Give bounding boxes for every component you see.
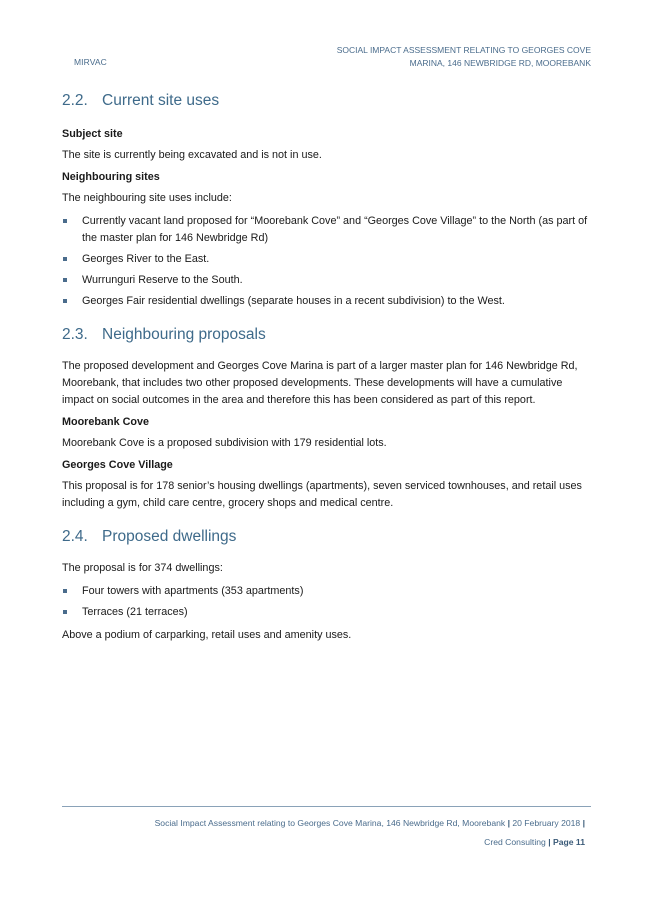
footer-divider [62, 806, 591, 807]
footer-separator: | [582, 818, 585, 828]
section-title: Proposed dwellings [102, 528, 237, 545]
list-item: Georges Fair residential dwellings (separate houses in a recent subdivision) to the West. [62, 293, 592, 310]
footer-line2 [105, 833, 585, 852]
footer [105, 814, 585, 852]
header-company: MIRVAC [74, 57, 107, 67]
footer-date: 20 February 2018 [512, 818, 581, 828]
paragraph: Moorebank Cove is a proposed subdivision with 179 residential lots. [62, 437, 387, 449]
section-title: Current site uses [102, 92, 220, 109]
paragraph: The proposal is for 374 dwellings: [62, 562, 223, 574]
bullet-square-icon [63, 589, 67, 593]
bullet-list [62, 583, 592, 621]
section-heading-2-2 [62, 92, 592, 110]
subheading-neighbouring-sites: Neighbouring sites [62, 171, 160, 183]
paragraph: The proposed development and Georges Cove Marina is part of a larger master plan for 146 Newbridge Rd, Moorebank, that includes two other proposed developments. These developments will have a cumulative impact on social outcomes in the area and therefore this has been considered as part of this report. [62, 360, 578, 406]
paragraph: This proposal is for 178 senior’s housing dwellings (apartments), seven serviced townhouses, and retail uses including a gym, child care centre, grocery shops and medical centre. [62, 480, 582, 509]
bullet-square-icon [63, 219, 67, 223]
header-title-line2: MARINA, 146 NEWBRIDGE RD, MOOREBANK [409, 58, 591, 68]
section-number: 2.2. [62, 92, 88, 109]
subheading-georges-cove-village: Georges Cove Village [62, 459, 173, 471]
section-heading-2-4 [62, 528, 592, 546]
footer-report-title: Social Impact Assessment relating to Georges Cove Marina, 146 Newbridge Rd, Moorebank [154, 818, 506, 828]
subheading-subject-site: Subject site [62, 128, 123, 140]
paragraph: The neighbouring site uses include: [62, 192, 232, 204]
section-heading-2-3 [62, 326, 592, 344]
list-item: Currently vacant land proposed for “Moorebank Cove” and “Georges Cove Village” to the North (as part of the master plan for 146 Newbridge Rd) [62, 213, 592, 247]
section-number: 2.3. [62, 326, 88, 343]
bullet-list [62, 213, 592, 310]
list-item: Georges River to the East. [62, 251, 592, 268]
paragraph: The site is currently being excavated and is not in use. [62, 149, 322, 161]
page-number: Page 11 [552, 837, 585, 847]
list-item: Four towers with apartments (353 apartments) [62, 583, 592, 600]
header-title [271, 44, 591, 70]
footer-separator: | [548, 837, 551, 847]
footer-separator: | [507, 818, 510, 828]
list-item: Wurrunguri Reserve to the South. [62, 272, 592, 289]
footer-line1 [105, 814, 585, 833]
bullet-square-icon [63, 299, 67, 303]
bullet-square-icon [63, 257, 67, 261]
paragraph: Above a podium of carparking, retail uses and amenity uses. [62, 629, 352, 641]
header-title-line1: SOCIAL IMPACT ASSESSMENT RELATING TO GEORGES COVE [336, 45, 591, 55]
section-title: Neighbouring proposals [102, 326, 266, 343]
footer-organisation: Cred Consulting [484, 837, 546, 847]
section-number: 2.4. [62, 528, 88, 545]
list-item: Terraces (21 terraces) [62, 604, 592, 621]
page-content [62, 90, 592, 644]
bullet-square-icon [63, 610, 67, 614]
bullet-square-icon [63, 278, 67, 282]
subheading-moorebank-cove: Moorebank Cove [62, 416, 149, 428]
